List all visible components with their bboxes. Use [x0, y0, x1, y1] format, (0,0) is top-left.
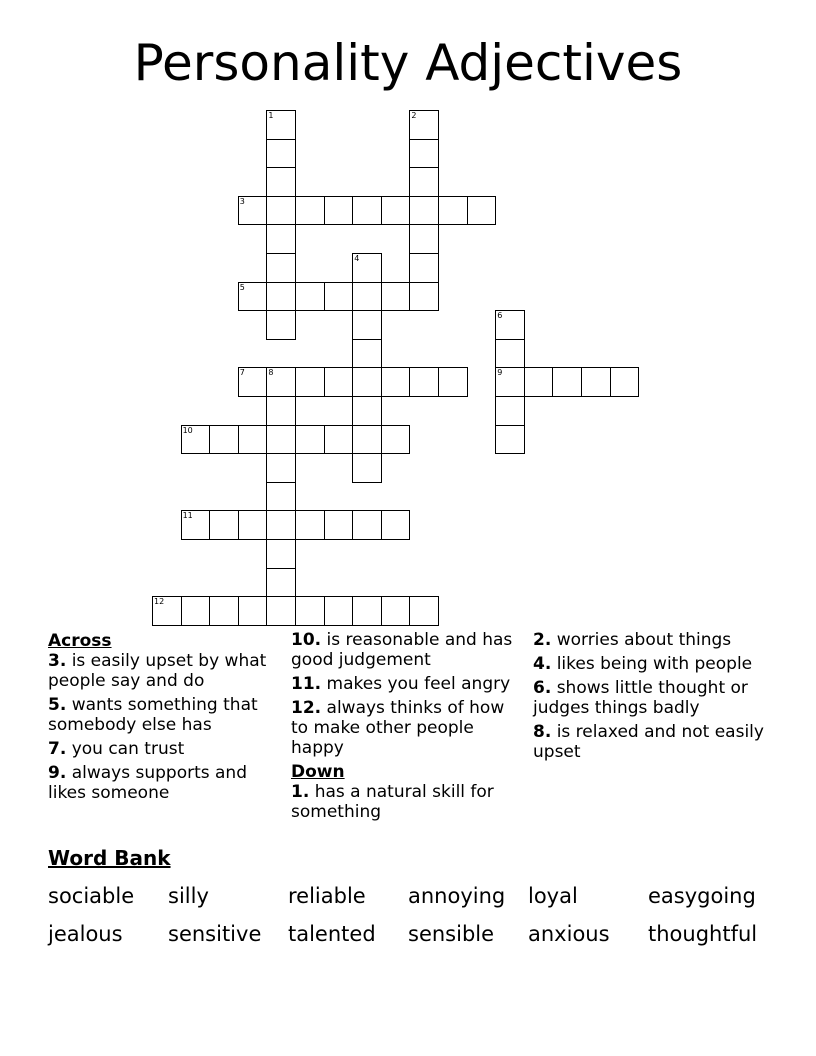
grid-cell[interactable] — [181, 596, 211, 626]
word-bank-word: loyal — [528, 884, 578, 908]
clue — [48, 695, 280, 735]
grid-cell[interactable] — [324, 425, 354, 455]
grid-cell[interactable] — [352, 310, 382, 340]
grid-cell[interactable] — [381, 596, 411, 626]
grid-cell[interactable] — [266, 482, 296, 512]
clue — [533, 722, 765, 762]
clue-number: 6 — [497, 311, 503, 321]
clue-text: always thinks of how to make other people happy — [291, 698, 505, 758]
clue-number: 3 — [239, 196, 245, 206]
grid-cell[interactable] — [409, 139, 439, 169]
grid-cell[interactable] — [438, 196, 468, 226]
clue-text: has a natural skill for something — [291, 782, 494, 822]
word-bank-word: sensible — [408, 922, 495, 946]
grid-cell[interactable] — [324, 510, 354, 540]
clue-number: 11 — [182, 511, 193, 521]
grid-cell[interactable] — [238, 196, 268, 226]
grid-cell[interactable] — [295, 367, 325, 397]
clue — [291, 630, 523, 670]
clue-number: 7 — [239, 368, 245, 378]
grid-cell[interactable] — [295, 282, 325, 312]
word-bank-word: jealous — [48, 922, 123, 946]
grid-cell[interactable] — [524, 367, 554, 397]
clue-column — [48, 630, 280, 807]
grid-cell[interactable] — [352, 596, 382, 626]
clue-number: 2 — [411, 111, 417, 120]
clue-number-label: 1. — [291, 782, 310, 802]
clue-text: is easily upset by what people say and do — [48, 651, 267, 691]
grid-cell[interactable] — [352, 453, 382, 483]
grid-cell[interactable] — [409, 167, 439, 197]
grid-cell[interactable] — [266, 253, 296, 283]
grid-cell[interactable] — [495, 396, 525, 426]
word-bank-heading: Word Bank — [48, 846, 171, 870]
grid-cell[interactable] — [381, 196, 411, 226]
grid-cell[interactable] — [495, 339, 525, 369]
grid-cell[interactable] — [152, 596, 182, 626]
clue-text: is reasonable and has good judgement — [291, 630, 513, 670]
grid-cell[interactable] — [352, 367, 382, 397]
clue-text: is relaxed and not easily upset — [533, 722, 764, 762]
grid-cell[interactable] — [409, 282, 439, 312]
grid-cell[interactable] — [181, 510, 211, 540]
clue-number: 9 — [497, 368, 503, 378]
clue — [48, 651, 280, 691]
grid-cell[interactable] — [209, 425, 239, 455]
grid-cell[interactable] — [324, 596, 354, 626]
grid-cell[interactable] — [467, 196, 497, 226]
clue — [291, 674, 523, 694]
grid-cell[interactable] — [324, 196, 354, 226]
grid-cell[interactable] — [266, 367, 296, 397]
clue-number-label: 4. — [533, 654, 552, 674]
clue-heading: Down — [291, 762, 345, 782]
grid-cell[interactable] — [324, 282, 354, 312]
clue-number-label: 3. — [48, 651, 67, 671]
clue-number-label: 8. — [533, 722, 552, 742]
grid-cell[interactable] — [238, 282, 268, 312]
grid-cell[interactable] — [352, 196, 382, 226]
grid-cell[interactable] — [266, 110, 296, 140]
grid-cell[interactable] — [352, 253, 382, 283]
clue-text: shows little thought or judges things badly — [533, 678, 748, 718]
word-bank-word: anxious — [528, 922, 610, 946]
clue-text: worries about things — [551, 630, 732, 650]
word-bank-word: easygoing — [648, 884, 756, 908]
grid-cell[interactable] — [495, 310, 525, 340]
grid-cell[interactable] — [266, 167, 296, 197]
word-bank-word: silly — [168, 884, 209, 908]
grid-cell[interactable] — [352, 282, 382, 312]
word-bank-word: talented — [288, 922, 376, 946]
clue — [48, 739, 280, 759]
clue — [291, 698, 523, 758]
clue-number-label: 10. — [291, 630, 322, 650]
clue-number: 5 — [239, 282, 245, 292]
word-bank-word: sensitive — [168, 922, 262, 946]
grid-cell[interactable] — [266, 139, 296, 169]
grid-cell[interactable] — [266, 282, 296, 312]
grid-cell[interactable] — [295, 596, 325, 626]
page-title: Personality Adjectives — [133, 34, 683, 92]
grid-cell[interactable] — [610, 367, 640, 397]
grid-cell[interactable] — [266, 596, 296, 626]
clue-number: 10 — [182, 425, 193, 435]
grid-cell[interactable] — [266, 396, 296, 426]
clue-number-label: 7. — [48, 739, 67, 759]
word-bank-word: annoying — [408, 884, 506, 908]
grid-cell[interactable] — [381, 282, 411, 312]
clue-number: 4 — [354, 254, 360, 263]
clue-number-label: 12. — [291, 698, 322, 718]
clue-text: you can trust — [66, 739, 185, 759]
clue — [533, 654, 765, 674]
grid-cell[interactable] — [209, 596, 239, 626]
clue-text: wants something that somebody else has — [48, 695, 258, 735]
grid-cell[interactable] — [552, 367, 582, 397]
clue-number-label: 6. — [533, 678, 552, 698]
clue-column — [533, 630, 765, 766]
grid-cell[interactable] — [409, 253, 439, 283]
grid-cell[interactable] — [295, 510, 325, 540]
grid-cell[interactable] — [352, 396, 382, 426]
clue-number-label: 9. — [48, 763, 67, 783]
clue-number: 8 — [268, 368, 274, 378]
clue-number-label: 11. — [291, 674, 322, 694]
grid-cell[interactable] — [238, 596, 268, 626]
clue — [533, 630, 765, 650]
grid-cell[interactable] — [266, 224, 296, 254]
grid-cell[interactable] — [438, 367, 468, 397]
grid-cell[interactable] — [381, 510, 411, 540]
clue-number-label: 5. — [48, 695, 67, 715]
grid-cell[interactable] — [352, 510, 382, 540]
clue — [291, 782, 523, 822]
grid-cell[interactable] — [266, 539, 296, 569]
clue-number-label: 2. — [533, 630, 552, 650]
grid-cell[interactable] — [209, 510, 239, 540]
clue-number: 12 — [154, 597, 165, 607]
grid-cell[interactable] — [295, 196, 325, 226]
clue-heading: Across — [48, 631, 112, 651]
clue — [533, 678, 765, 718]
grid-cell[interactable] — [266, 568, 296, 598]
grid-cell[interactable] — [495, 367, 525, 397]
clue-number: 1 — [268, 111, 274, 120]
grid-cell[interactable] — [409, 224, 439, 254]
word-bank-word: sociable — [48, 884, 135, 908]
grid-cell[interactable] — [324, 367, 354, 397]
grid-cell[interactable] — [266, 510, 296, 540]
grid-cell[interactable] — [495, 425, 525, 455]
grid-cell[interactable] — [266, 453, 296, 483]
grid-cell[interactable] — [581, 367, 611, 397]
grid-cell[interactable] — [238, 510, 268, 540]
clue-text: makes you feel angry — [321, 674, 511, 694]
grid-cell[interactable] — [381, 425, 411, 455]
grid-cell[interactable] — [181, 425, 211, 455]
clue-text: likes being with people — [551, 654, 753, 674]
grid-cell[interactable] — [266, 310, 296, 340]
clue — [48, 763, 280, 803]
grid-cell[interactable] — [238, 367, 268, 397]
grid-cell[interactable] — [352, 339, 382, 369]
grid-cell[interactable] — [409, 367, 439, 397]
grid-cell[interactable] — [266, 425, 296, 455]
grid-cell[interactable] — [409, 596, 439, 626]
clue-text: always supports and likes someone — [48, 763, 247, 803]
grid-cell[interactable] — [381, 367, 411, 397]
clue-column — [291, 630, 523, 826]
grid-cell[interactable] — [409, 196, 439, 226]
grid-cell[interactable] — [238, 425, 268, 455]
word-bank-word: thoughtful — [648, 922, 758, 946]
grid-cell[interactable] — [409, 110, 439, 140]
grid-cell[interactable] — [266, 196, 296, 226]
grid-cell[interactable] — [352, 425, 382, 455]
grid-cell[interactable] — [295, 425, 325, 455]
word-bank-word: reliable — [288, 884, 366, 908]
